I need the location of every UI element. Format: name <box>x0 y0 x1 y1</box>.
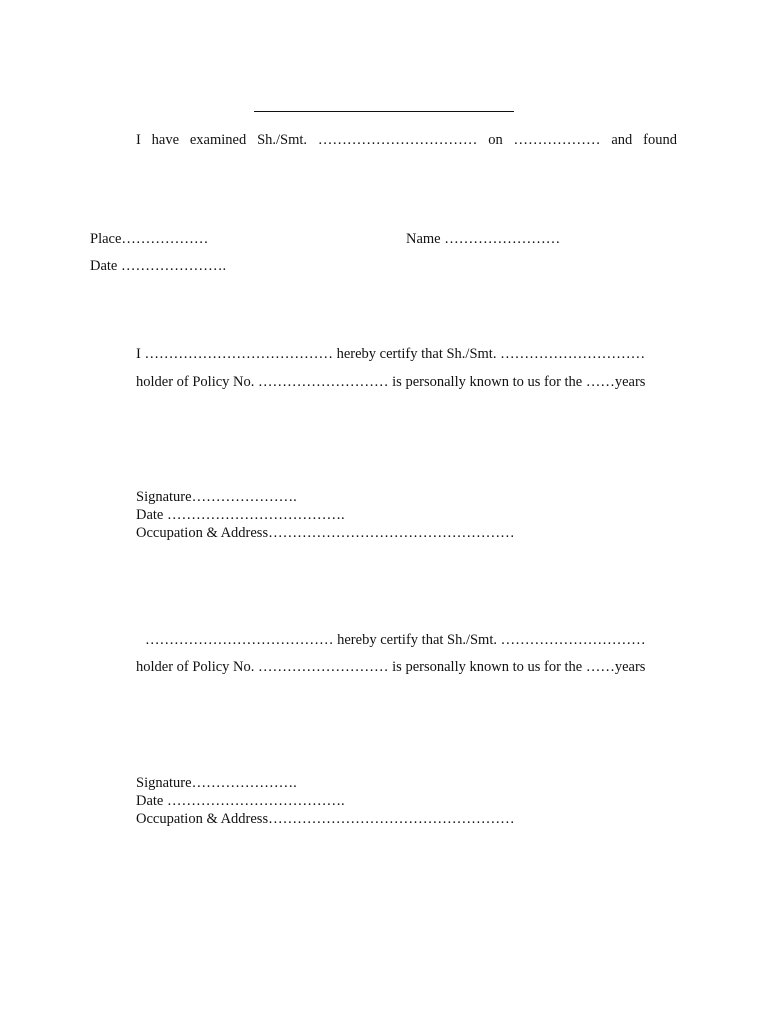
occupation-address-field: Occupation & Address…………………………………………… <box>136 811 515 827</box>
signature-field: Signature…………………. <box>136 775 297 791</box>
certificate-2-line-2: holder of Policy No. ……………………… is personally known to us for the ……years <box>136 659 646 675</box>
signature-field: Signature…………………. <box>136 489 297 505</box>
header-rule <box>254 111 514 112</box>
exam-word: found <box>643 132 677 148</box>
exam-word: and <box>611 132 633 148</box>
place-field: Place……………… <box>90 231 209 247</box>
exam-word: I <box>136 132 141 148</box>
exam-word: Sh./Smt. <box>257 132 308 148</box>
name-field: Name …………………… <box>406 231 561 247</box>
exam-name-blank: …………………………… <box>317 132 478 148</box>
certificate-1-line-2: holder of Policy No. ……………………… is personally known to us for the ……years <box>136 374 646 390</box>
certificate-1-signature-block <box>136 488 515 542</box>
exam-word: have <box>151 132 180 148</box>
signature-date-field: Date ………………………………. <box>136 793 345 809</box>
occupation-address-field: Occupation & Address…………………………………………… <box>136 525 515 541</box>
certificate-1-line-1: I ………………………………… hereby certify that Sh./Smt. ………………………… <box>136 346 646 362</box>
exam-date-blank: ……………… <box>513 132 601 148</box>
exam-word: examined <box>189 132 247 148</box>
signature-date-field: Date ………………………………. <box>136 507 345 523</box>
exam-word: on <box>488 132 503 148</box>
date-field: Date …………………. <box>90 258 227 274</box>
examination-statement <box>136 133 677 148</box>
certificate-2-signature-block <box>136 774 515 828</box>
certificate-2-line-1: ………………………………… hereby certify that Sh./Smt. ………………………… <box>145 632 646 648</box>
